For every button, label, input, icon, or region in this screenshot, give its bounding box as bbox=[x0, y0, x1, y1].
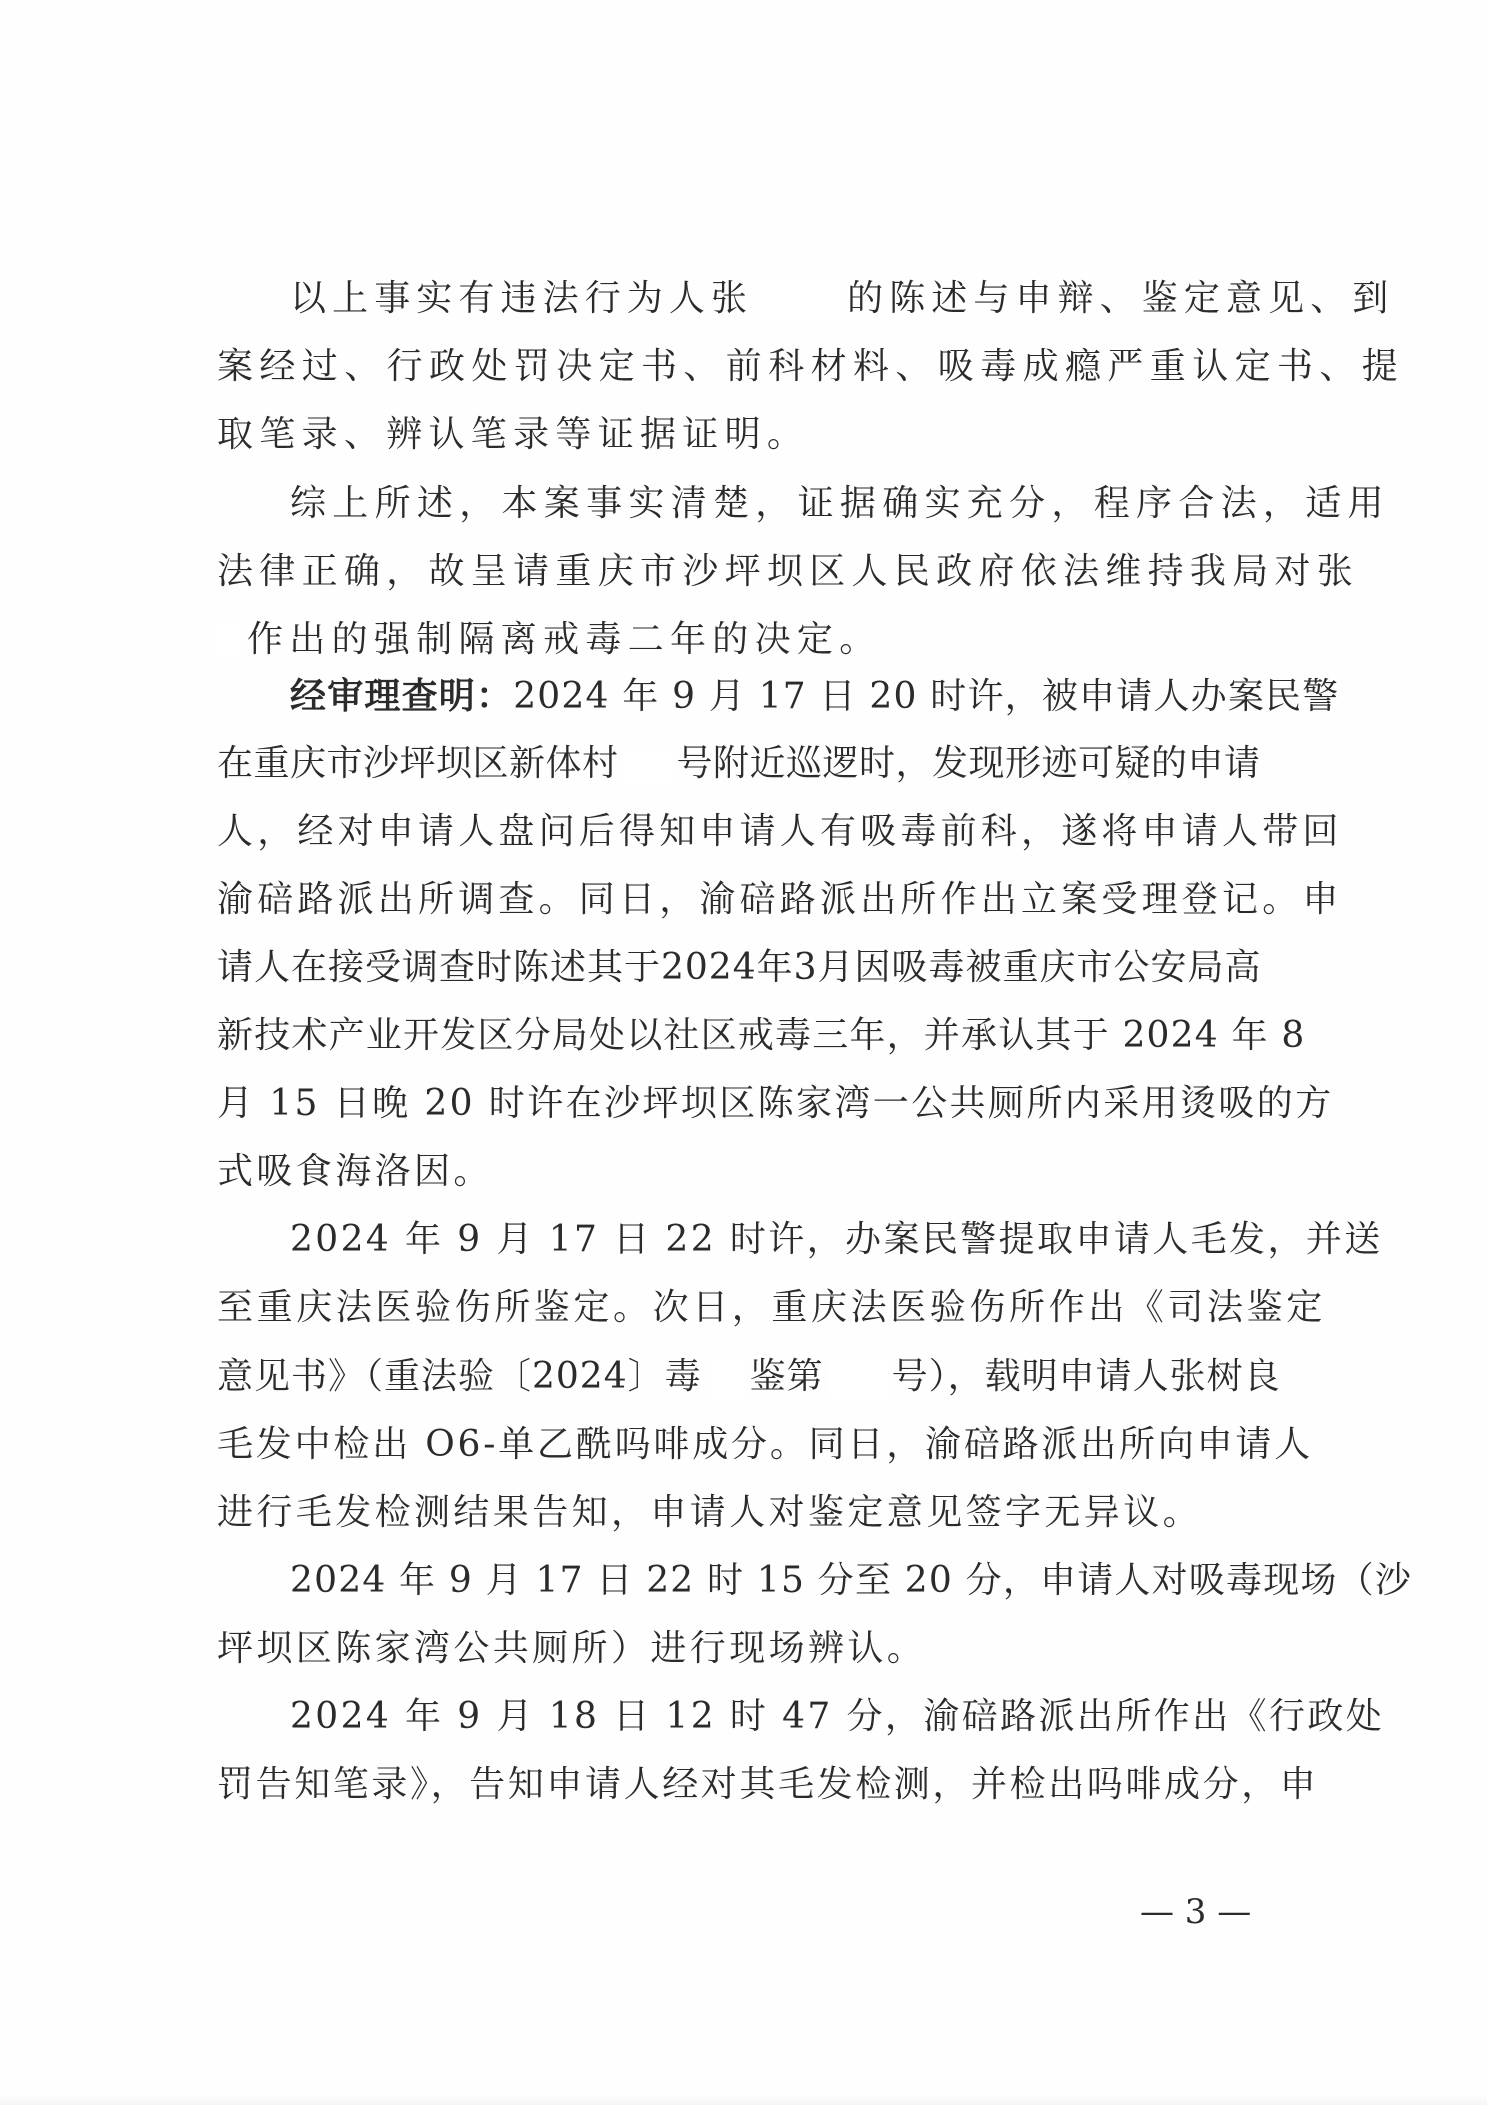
paragraph-line: 渝碚路派出所调查。同日，渝碚路派出所作出立案受理登记。申 bbox=[217, 879, 1343, 920]
redaction-box bbox=[706, 1359, 746, 1399]
paragraph-line: 2024 年 9 月 17 日 22 时许，办案民警提取申请人毛发，并送 bbox=[290, 1219, 1383, 1260]
paragraph-line: 取笔录、辨认笔录等证据证明。 bbox=[217, 414, 810, 455]
paragraph-line: 2024 年 9 月 18 日 12 时 47 分，渝碚路派出所作出《行政处 bbox=[290, 1696, 1385, 1737]
line-text: 作出的强制隔离戒毒二年的决定。 bbox=[247, 619, 882, 660]
paragraph-line: 2024 年 9 月 17 日 22 时 15 分至 20 分，申请人对吸毒现场（沙 bbox=[290, 1560, 1413, 1601]
page-number: — 3 — bbox=[1140, 1892, 1252, 1932]
redaction-box bbox=[623, 746, 673, 786]
paragraph-line: 毛发中检出 O6-单乙酰吗啡成分。同日，渝碚路派出所向申请人 bbox=[217, 1424, 1314, 1465]
redaction-box bbox=[217, 622, 243, 662]
paragraph-line: 至重庆法医验伤所鉴定。次日，重庆法医验伤所作出《司法鉴定 bbox=[217, 1287, 1326, 1328]
paragraph-line: 综上所述，本案事实清楚，证据确实充分，程序合法，适用 bbox=[290, 483, 1390, 524]
paragraph-line bbox=[290, 277, 1394, 321]
line-text: 号），载明申请人张树良 bbox=[891, 1356, 1281, 1397]
paragraph-line: 法律正确，故呈请重庆市沙坪坝区人民政府依法维持我局对张 bbox=[217, 551, 1360, 592]
paragraph-line: 罚告知笔录》，告知申请人经对其毛发检测，并检出吗啡成分，申 bbox=[217, 1764, 1319, 1805]
paragraph-line: 请人在接受调查时陈述其于2024年3月因吸毒被重庆市公安局高 bbox=[217, 947, 1262, 988]
paragraph-line: 新技术产业开发区分局处以社区戒毒三年，并承认其于 2024 年 8 bbox=[217, 1015, 1306, 1056]
paragraph-line bbox=[217, 1355, 1281, 1399]
paragraph-line bbox=[217, 742, 1261, 786]
line-text: 以上事实有违法行为人张 bbox=[290, 278, 754, 319]
line-text: 意见书》（重法验〔2024〕毒 bbox=[217, 1356, 702, 1397]
paragraph-line: 案经过、行政处罚决定书、前科材料、吸毒成瘾严重认定书、提 bbox=[217, 346, 1405, 387]
paragraph-line: 月 15 日晚 20 时许在沙坪坝区陈家湾一公共厕所内采用烫吸的方 bbox=[217, 1083, 1334, 1124]
paragraph-line bbox=[217, 618, 882, 662]
line-text: 号附近巡逻时，发现形迹可疑的申请 bbox=[676, 743, 1261, 784]
line-text: 2024 年 9 月 17 日 20 时许，被申请人办案民警 bbox=[513, 676, 1340, 717]
paragraph-line: 式吸食海洛因。 bbox=[217, 1151, 493, 1192]
scan-edge-shadow bbox=[0, 2095, 1487, 2105]
redaction-box bbox=[757, 281, 843, 321]
paragraph-line: 坪坝区陈家湾公共厕所）进行现场辨认。 bbox=[217, 1628, 927, 1669]
redaction-box bbox=[828, 1359, 888, 1399]
line-text: 鉴第 bbox=[749, 1356, 824, 1397]
line-text: 的陈述与申辩、鉴定意见、到 bbox=[847, 278, 1395, 319]
section-label: 经审理查明： bbox=[290, 675, 514, 717]
paragraph-line: 人，经对申请人盘问后得知申请人有吸毒前科，遂将申请人带回 bbox=[217, 811, 1343, 852]
line-text: 在重庆市沙坪坝区新体村 bbox=[217, 743, 619, 784]
paragraph-line bbox=[290, 674, 1339, 718]
paragraph-line: 进行毛发检测结果告知，申请人对鉴定意见签字无异议。 bbox=[217, 1492, 1203, 1533]
